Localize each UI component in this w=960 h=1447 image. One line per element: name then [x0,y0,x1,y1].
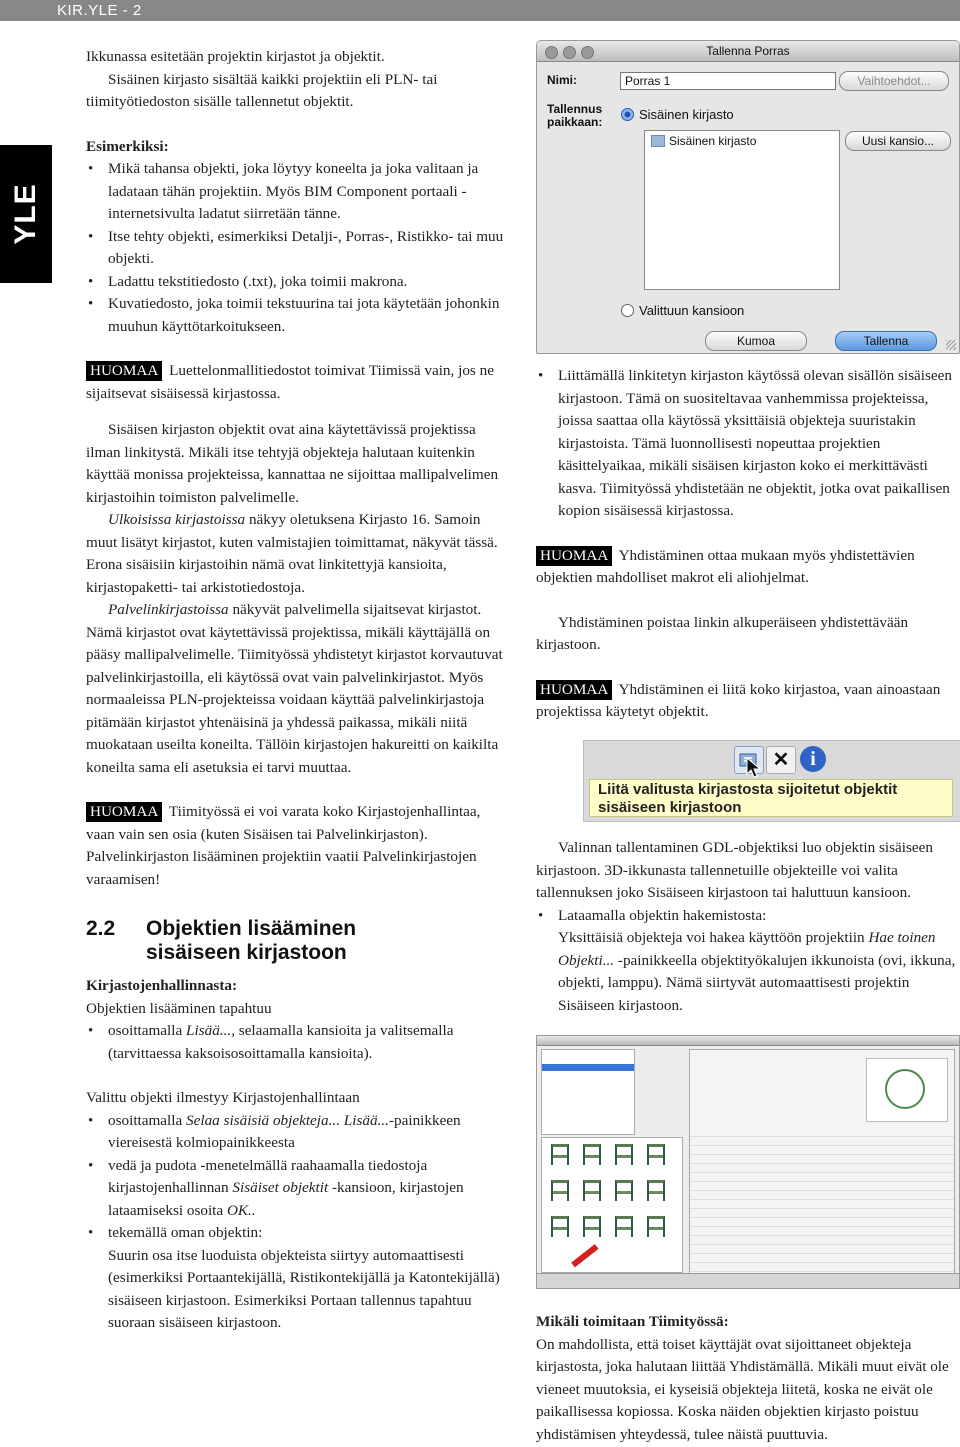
text: -painikkeen viereisestä kolmiopainikkeesta [108,1111,461,1151]
library-tree[interactable] [541,1049,635,1135]
section-number: 2.2 [86,917,116,940]
radio-selected-folder[interactable] [621,304,634,317]
list-item [86,1155,508,1223]
table-row[interactable] [690,1209,954,1218]
tree-row[interactable] [542,1057,634,1064]
window-bottom-bar [537,1273,959,1288]
chair-thumbnail[interactable] [578,1142,606,1174]
paragraph-server [86,599,508,779]
note-text: Yhdistäminen ottaa mukaan myös yhdistettävien objektien mahdolliset makrot eli aliohjelmat. [536,546,915,586]
table-row[interactable] [690,1236,954,1245]
list-item [86,1222,508,1245]
tree-row[interactable] [542,1071,634,1078]
section-title-1: Objektien lisääminen [146,917,357,940]
radio-internal-label: Sisäinen kirjasto [639,107,734,122]
dialog-title: Tallenna Porras [706,44,790,58]
object-settings-screenshot [536,1035,960,1289]
em-text: OK.. [226,1201,256,1219]
section-title-2: sisäiseen kirjastoon [146,941,347,964]
text: , selaamalla kansioita ja valitsemalla (tarvittaessa kaksoisosoittamalla kansioita). [108,1022,454,1062]
chair-thumbnail[interactable] [610,1214,638,1246]
list-item: • Ladattu tekstitiedosto (.txt), joka toimii makrona. [86,271,508,294]
list-item: • Mikä tahansa objekti, joka löytyy koneelta ja joka valitaan ja ladataan tähän projektiin. Myös BIM Component portaali -internetsivulta ladatut siirretään tänne. [86,158,508,226]
sub-heading: Kirjastojenhallinnasta: [86,977,238,994]
options-button[interactable]: Vaihtoehdot... [839,71,949,91]
list-item-label: Sisäinen kirjasto [669,134,757,148]
location-label-1: Tallennus [547,102,603,116]
resize-grip-icon[interactable] [946,340,956,350]
tree-row[interactable] [542,1113,634,1120]
team-heading: Mikäli toimitaan Tiimityössä: [536,1313,729,1330]
note-label: HUOMAA [536,546,612,566]
side-tab-label: YLE [9,183,42,245]
side-tab [0,145,52,283]
name-label: Nimi: [547,73,577,87]
folder-icon [651,135,665,147]
note-label: HUOMAA [86,361,162,381]
save-button[interactable]: Tallenna [835,331,937,351]
list-item: • Lataamalla objektin hakemistosta: [536,905,958,928]
object-thumbnail-grid[interactable] [541,1137,683,1273]
mouse-cursor-icon [746,757,764,779]
note-label: HUOMAA [536,680,612,700]
chair-thumbnail[interactable] [610,1142,638,1174]
text: näkyy oletuksena Kirjasto 16. Samoin muut lisätyt kirjastot, kuten valmistajien toimittamat, näkyvät tässä. Erona sisäisiin kirjastoihin nämä ovat linkitettyjä kansioita, kirjastopaketti- tai arkistotiedostoja. [86,511,498,596]
right-column-top [536,365,958,724]
list-item[interactable] [645,131,839,148]
window-titlebar [537,1036,959,1046]
table-row[interactable] [690,1200,954,1209]
note-4 [536,679,958,724]
examples-heading: Esimerkiksi: [86,137,169,155]
text: -painikkeella objektityökalujen ikkunoista (ovi, ikkuna, objekti, lamppu). Nämä siirtyvät automaattisesti projektin Sisäiseen kirjastoon. [558,951,956,1014]
left-column [86,46,508,1335]
text: Yksittäisiä objekteja voi hakea käyttöön projektiin [558,929,869,946]
location-label-2: paikkaan: [547,115,603,129]
text: osoittamalla [108,1111,187,1129]
section-heading [86,917,508,965]
preview-area [866,1058,948,1122]
info-icon[interactable]: i [800,746,826,772]
new-folder-button[interactable]: Uusi kansio... [845,131,951,151]
team-text: On mahdollista, että toiset käyttäjät ovat sijoittaneet objekteja kirjastosta, joka halutaan liittää Yhdistämällä. Mikäli muut eivät ole vieneet muutoksia, ei kyseisiä objekteja liitetä, koska ne eivät ole paikallisessa kopiossa. Koska näiden objektien kirjasto poistuu yhdistämisen yhteydessä, tulee näistä puuttuvia. [536,1335,949,1443]
table-row[interactable] [690,1173,954,1182]
load-text [536,927,958,1017]
chair-thumbnail[interactable] [642,1142,670,1174]
list-item: • Itse tehty objekti, esimerkiksi Detalji-, Porras-, Ristikko- tai muu objekti. [86,226,508,271]
table-row[interactable] [690,1263,954,1272]
tree-row[interactable] [542,1120,634,1127]
note-3 [536,545,958,590]
delete-icon[interactable]: ✕ [766,746,796,774]
note-text: Luettelonmallitiedostot toimivat Tiimissä vain, jos ne sijaitsevat sisäisessä kirjastossa. [86,362,494,402]
table-row[interactable] [690,1218,954,1227]
tree-row[interactable] [542,1092,634,1099]
intro-line-1: Ikkunassa esitetään projektin kirjastot ja objektit. [86,48,385,65]
em-text: Selaa sisäisiä objekteja... Lisää... [186,1111,389,1129]
text: -kansioon, kirjastojen lataamiseksi osoita [108,1179,464,1219]
radio-internal-library[interactable] [621,108,634,121]
table-row[interactable] [690,1191,954,1200]
table-row[interactable] [690,1227,954,1236]
list-item: • Kuvatiedosto, joka toimii tekstuurina tai jota käytetään johonkin muuhun käyttötarkoitukseen. [86,293,508,338]
name-field[interactable]: Porras 1 [620,72,836,90]
note-text: Tiimityössä ei voi varata koko Kirjastojenhallintaa, vaan vain sen osia (kuten Sisäisen tai Palvelinkirjaston). Palvelinkirjaston lisääminen projektiin vaatii Palvelinkirjastojen varaamisen! [86,803,481,888]
selected-text: Valittu objekti ilmestyy Kirjastojenhallintaan [86,1089,360,1106]
em-text: Sisäiset objektit [232,1179,329,1196]
paragraph-internal: Sisäisen kirjaston objektit ovat aina käytettävissä projektissa ilman linkitystä. Mikäli itse tehtyjä objekteja halutaan kuitenkin käyttää monissa projekteissa, kannattaa ne sijoittaa mallipalvelimen kirjastoihin toimiston palvelimelle. [86,421,499,506]
em-text: Lisää... [186,1022,232,1039]
table-row[interactable] [690,1245,954,1254]
paragraph-gdl: Valinnan tallentaminen GDL-objektiksi luo objektin sisäiseen kirjastoon. 3D-ikkunasta tallennetuille objekteille voi valita tallennuksen joko Sisäiseen kirjastoon tai haluttuun kansioon. [536,839,933,901]
em-text: Hae toinen Objekti... [558,929,936,969]
table-row[interactable] [690,1137,954,1146]
radio-selected-folder-label: Valittuun kansioon [639,303,745,318]
chair-thumbnail[interactable] [642,1214,670,1246]
table-row[interactable] [690,1254,954,1263]
cancel-button[interactable]: Kumoa [705,331,807,351]
chair-thumbnail[interactable] [546,1142,574,1174]
chair-thumbnail[interactable] [642,1178,670,1210]
em-text: Ulkoisissa kirjastoissa [108,511,246,528]
chair-thumbnail[interactable] [578,1178,606,1210]
merge-list [536,365,958,523]
page-header-title: KIR.YLE - 2 [57,2,142,19]
folder-list[interactable] [644,130,840,290]
add-list [86,1020,508,1065]
note-label: HUOMAA [86,802,162,822]
library-toolbar [583,740,960,822]
chair-thumbnail[interactable] [546,1214,574,1246]
list-item [86,1020,508,1065]
table-row[interactable] [690,1146,954,1155]
tree-row[interactable] [542,1078,634,1085]
settings-panel [689,1049,955,1275]
text: osoittamalla [108,1022,187,1039]
tree-row[interactable] [542,1064,634,1071]
note-text: Yhdistäminen ei liitä koko kirjastoa, vaan ainoastaan projektissa käytetyt objektit. [536,680,941,720]
examples-list [86,158,508,338]
table-row[interactable] [690,1182,954,1191]
tree-row[interactable] [542,1050,634,1057]
save-stair-dialog [536,40,960,354]
paragraph-external [86,509,508,599]
tooltip: Liitä valitusta kirjastosta sijoitetut objektit sisäiseen kirjastoon [589,779,953,817]
paragraph-unlink: Yhdistäminen poistaa linkin alkuperäiseen yhdistettävään kirjastoon. [536,613,909,653]
selected-list [86,1110,508,1245]
table-row[interactable] [690,1164,954,1173]
text: tekemällä oman objektin: [108,1224,263,1241]
text: näkyvät palvelimella sijaitsevat kirjastot. Nämä kirjastot ovat käytettävissä projektissa, mikäli käyttäjällä on pääsy mallipalvelimelle. Tiimityössä yhdistetyt kirjastot korvautuvat palvelinkirjastoilla, eli käytössä ovat vain palvelinkirjastot. Myös normaaleissa PLN-projekteissa voidaan käyttää palvelinkirjastoja pitämään kirjastot yhtenäisinä ja yhdessä paikassa, mikäli niitä muokataan useilta koneilta. Tällöin kirjastojen hakureitti on kaikilta koneilta sama eli asetuksia ei tarvi muuttaa. [86,601,503,776]
parameter-rows [690,1128,954,1272]
page-header [0,0,960,21]
note-1 [86,360,508,405]
right-column-middle [536,837,958,1017]
list-item [86,1110,508,1155]
table-row[interactable] [690,1128,954,1137]
intro-line-2: Sisäinen kirjasto sisältää kaikki projektiin eli PLN- tai tiimityötiedoston sisälle tallennetut objektit. [86,70,438,110]
dialog-titlebar [537,41,959,62]
tree-row[interactable] [542,1106,634,1113]
chair-thumbnail[interactable] [578,1214,606,1246]
chair-thumbnail[interactable] [610,1178,638,1210]
list-item: • Liittämällä linkitetyn kirjaston käytössä olevan sisällön sisäiseen kirjastoon. Tämä on suositeltavaa vanhemmissa projekteissa, joissa saattaa olla käytössä yksittäisiä objekteja suuristakin kirjastoista. Tämä luonnollisesti nopeuttaa projektien käsittelyaikaa, mikäli sisäisen kirjaston koko ei merkittävästi kasva. Tiimityössä yhdistetään ne objektit, jotka ovat paikallisen kopion sisäisessä kirjastossa. [536,365,958,523]
note-2 [86,801,508,891]
em-text: Palvelinkirjastoissa [108,601,229,618]
right-column-bottom [536,1311,958,1446]
text: vedä ja pudota -menetelmällä raahaamalla tiedostoja kirjastojenhallinnan [108,1156,428,1196]
tree-row[interactable] [542,1099,634,1106]
tree-row[interactable] [542,1085,634,1092]
sub-text: Objektien lisääminen tapahtuu [86,999,272,1017]
chair-thumbnail[interactable] [546,1178,574,1210]
load-list [536,905,958,928]
own-object-text: Suurin osa itse luoduista objekteista siirtyy automaattisesti (esimerkiksi Portaantekijällä, Ristikontekijällä ja Katontekijällä) sisäiseen kirjastoon. Esimerkiksi Portaan tallennus tapahtuu suoraan sisäiseen kirjastoon. [108,1246,500,1331]
table-row[interactable] [690,1155,954,1164]
